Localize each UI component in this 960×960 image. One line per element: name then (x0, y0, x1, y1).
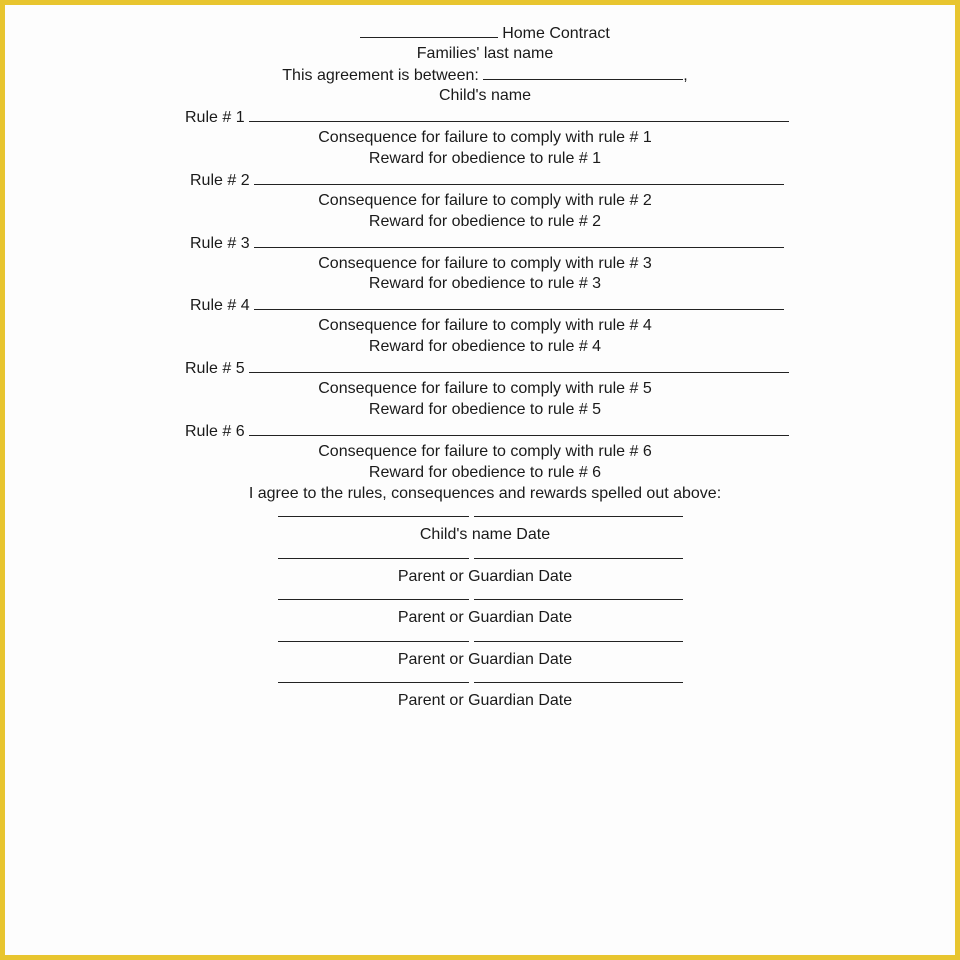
rule-consequence: Consequence for failure to comply with rule # 4 (318, 317, 652, 334)
rule-label: Rule # 1 (185, 109, 245, 126)
signature-line[interactable] (278, 558, 469, 559)
rule-label: Rule # 6 (185, 423, 245, 440)
rule-row (185, 421, 789, 442)
rule-reward: Reward for obedience to rule # 6 (368, 464, 602, 481)
child-name-label: Child's name (439, 87, 531, 104)
rule-row (185, 107, 789, 128)
rule-label: Rule # 4 (190, 297, 250, 314)
agreement-statement: I agree to the rules, consequences and rewards spelled out above: (248, 485, 722, 502)
rule-reward: Reward for obedience to rule # 2 (368, 213, 602, 230)
rule-blank[interactable] (249, 107, 789, 122)
signature-label: Child's name Date (419, 526, 551, 543)
date-line[interactable] (474, 558, 683, 559)
date-line[interactable] (474, 599, 683, 600)
rule-consequence: Consequence for failure to comply with rule # 6 (318, 443, 652, 460)
rule-blank[interactable] (249, 421, 789, 436)
signature-line[interactable] (278, 641, 469, 642)
rule-consequence: Consequence for failure to comply with rule # 3 (318, 255, 652, 272)
signature-label: Parent or Guardian Date (397, 692, 573, 709)
rule-reward: Reward for obedience to rule # 4 (368, 338, 602, 355)
signature-line[interactable] (278, 516, 469, 517)
rule-reward: Reward for obedience to rule # 3 (368, 275, 602, 292)
signature-label: Parent or Guardian Date (397, 568, 573, 585)
rule-label: Rule # 5 (185, 360, 245, 377)
date-line[interactable] (474, 641, 683, 642)
rule-row (190, 233, 784, 254)
rule-label: Rule # 3 (190, 235, 250, 252)
rule-row (190, 295, 784, 316)
date-line[interactable] (474, 682, 683, 683)
families-label: Families' last name (416, 45, 554, 62)
agreement-text: This agreement is between: (282, 67, 479, 84)
signature-line[interactable] (278, 682, 469, 683)
title-line (5, 23, 960, 44)
signature-line[interactable] (278, 599, 469, 600)
rule-consequence: Consequence for failure to comply with rule # 1 (318, 129, 652, 146)
rule-label: Rule # 2 (190, 172, 250, 189)
rule-blank[interactable] (249, 358, 789, 373)
agreement-line (5, 65, 960, 86)
rule-blank[interactable] (254, 170, 784, 185)
agreement-comma: , (683, 67, 688, 84)
rule-reward: Reward for obedience to rule # 5 (368, 401, 602, 418)
signature-label: Parent or Guardian Date (397, 651, 573, 668)
rule-blank[interactable] (254, 233, 784, 248)
rule-reward: Reward for obedience to rule # 1 (368, 150, 602, 167)
child-name-blank[interactable] (483, 65, 683, 80)
date-line[interactable] (474, 516, 683, 517)
rule-blank[interactable] (254, 295, 784, 310)
family-name-blank[interactable] (360, 23, 498, 38)
rule-row (190, 170, 784, 191)
contract-title: Home Contract (502, 25, 610, 42)
rule-consequence: Consequence for failure to comply with rule # 2 (318, 192, 652, 209)
rule-consequence: Consequence for failure to comply with rule # 5 (318, 380, 652, 397)
signature-label: Parent or Guardian Date (397, 609, 573, 626)
rule-row (185, 358, 789, 379)
